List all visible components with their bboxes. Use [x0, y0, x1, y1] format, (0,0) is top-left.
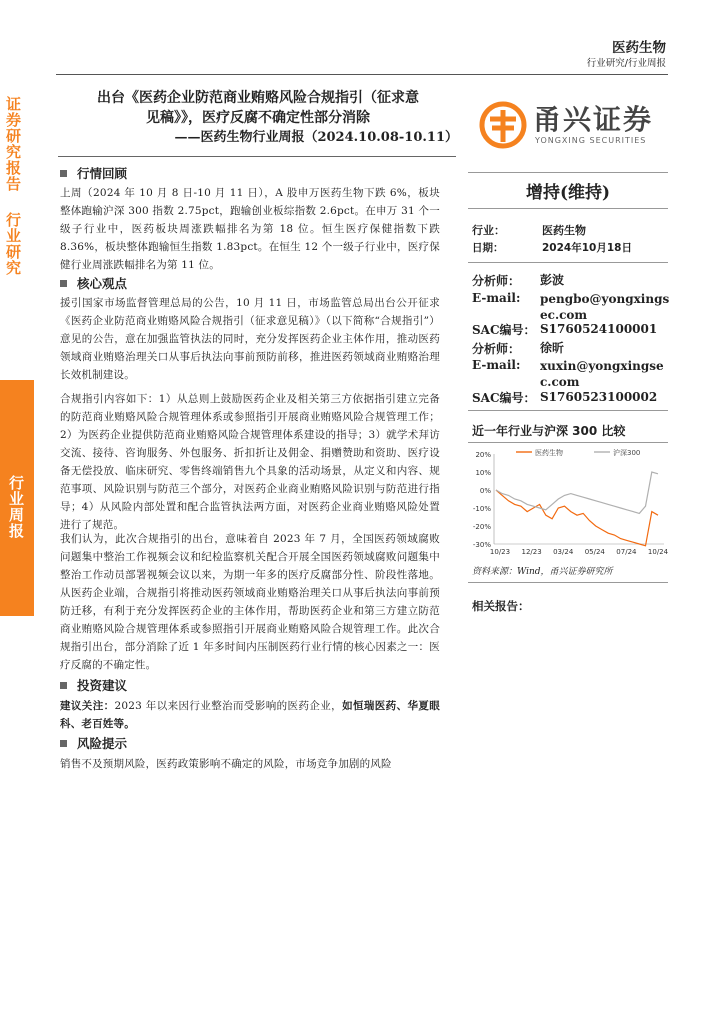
logo-name: 甬兴证券	[533, 103, 654, 136]
info-industry-label: 行业：	[472, 224, 505, 237]
paragraph-risk: 销售不及预期风险，医药政策影响不确定的风险，市场竞争加剧的风险	[60, 758, 392, 770]
x-tick-label: 12/23	[521, 548, 542, 556]
section-heading-risk	[60, 734, 127, 752]
section-heading-text: 核心观点	[77, 276, 128, 291]
analyst-sac: S1760523100002	[540, 390, 658, 404]
x-tick-label: 03/24	[553, 548, 574, 556]
logo-mark-icon	[478, 100, 528, 150]
related-reports: 相关报告：	[472, 599, 530, 613]
y-tick-label: -10%	[472, 505, 491, 513]
analyst-2-sac	[472, 389, 670, 406]
invest-body: 2023 年以来因行业整治而受影响的医药企业，	[114, 700, 343, 712]
sidebar-top	[0, 90, 34, 390]
section-heading-text: 投资建议	[77, 678, 128, 693]
analyst-name: 彭波	[540, 273, 565, 287]
info-industry-value: 医药生物	[542, 224, 586, 237]
info-industry	[472, 222, 586, 238]
sac-label: SAC编号：	[472, 391, 536, 405]
invest-bold: 如恒瑞医药、华夏眼科、老百姓等。	[60, 700, 440, 730]
bullet-square-icon	[60, 170, 67, 177]
comparison-chart	[468, 446, 668, 562]
series-line-industry	[496, 490, 658, 546]
sidebar-tab	[0, 380, 34, 616]
series-line-index	[496, 472, 658, 513]
rating-rule-bottom	[468, 208, 668, 209]
rating: 增持(维持)	[525, 183, 611, 203]
info-date-value: 2024年10月18日	[542, 242, 632, 254]
paragraph-market: 上周（2024 年 10 月 8 日-10 月 11 日），A 股申万医药生物下跌 6%，板块整体跑输沪深 300 指数 2.75pct，跑输创业板综指数 2.6pct。在申万 31 个一级子行业中，医药板块周涨跌幅排名为第 18 位。恒生医疗保健指数下跌 8.36%，板块整体跑输恒生指数 1.83pct。在恒生 12 个一级子行业中，医疗保健行业周涨跌幅排名为第 11 位。	[60, 187, 440, 271]
chart-title-rule	[468, 442, 668, 443]
title-line-3: ——医药生物行业周报（2024.10.08-10.11）	[174, 130, 458, 145]
header-industry: 医药生物	[612, 40, 666, 56]
analyst-2-name	[472, 340, 670, 357]
company-logo	[478, 98, 668, 154]
analyst-sac: S1760524100001	[540, 322, 658, 336]
invest-prefix: 建议关注：	[60, 700, 115, 712]
title-rule	[58, 156, 456, 157]
section-heading-text: 行情回顾	[77, 166, 128, 181]
analyst-email[interactable]: pengbo@yongxingsec.com	[540, 292, 670, 322]
bullet-square-icon	[60, 280, 67, 287]
y-tick-label: 10%	[475, 469, 491, 477]
chart-source: 资料来源：Wind，甬兴证券研究所	[472, 567, 613, 577]
bullet-square-icon	[60, 740, 67, 747]
y-tick-label: -20%	[472, 523, 491, 531]
legend-label: 医药生物	[535, 449, 563, 457]
analyst-name: 徐昕	[540, 341, 565, 355]
y-tick-label: -30%	[472, 541, 491, 549]
logo-sub: YONGXING SECURITIES	[535, 136, 647, 145]
sac-label: SAC编号：	[472, 323, 536, 337]
paragraph-core-1: 援引国家市场监督管理总局的公告，10 月 11 日，市场监管总局出台公开征求《医药企业防范商业贿赂风险合规指引（征求意见稿）》（以下简称“合规指引”）意见的公告，意在加强监管执法的同时，充分发挥医药企业主体作用，推动医药领域商业贿赂治理关口从事后执法向事前预防前移，推进医药领域商业贿赂治理长效机制建设。	[60, 297, 440, 381]
analyst-1-name	[472, 272, 670, 289]
header-category: 行业研究/行业周报	[586, 58, 666, 69]
analyst-1-email	[472, 291, 670, 323]
chart-title: 近一年行业与沪深 300 比较	[472, 424, 626, 438]
email-label: E-mail:	[472, 291, 521, 305]
analyst-rule	[468, 410, 668, 411]
analyst-2-email	[472, 358, 670, 390]
x-tick-label: 05/24	[584, 548, 605, 556]
y-tick-label: 20%	[475, 451, 491, 459]
chart-bottom-rule	[468, 582, 668, 583]
analyst-label: 分析师：	[472, 274, 521, 288]
header-rule	[56, 74, 668, 75]
analyst-label: 分析师：	[472, 342, 521, 356]
sidebar-tab-label: 行业周报	[7, 475, 25, 539]
email-label: E-mail:	[472, 358, 521, 372]
x-tick-label: 10/24	[647, 548, 668, 556]
rating-rule-top	[468, 172, 668, 173]
title-line-2: 见稿》》，医疗反腐不确定性部分消除	[146, 110, 370, 126]
legend-label: 沪深300	[613, 449, 641, 457]
info-rule	[468, 262, 668, 263]
analyst-email[interactable]: xuxin@yongxingsec.com	[540, 359, 664, 389]
section-heading-text: 风险提示	[77, 736, 128, 751]
paragraph-core-3: 我们认为，此次合规指引的出台，意味着自 2023 年 7 月，全国医药领域腐败问题集中整治工作视频会议和纪检监察机关配合开展全国医药领域腐败问题集中整治工作动员部署视频会议以来，为期一年多的医疗反腐部分性、阶段性落地。从医药企业端，合规指引将推动医药领域商业贿赂治理关口从事后执法向事前预防迁移，有利于充分发挥医药企业的主体作用，帮助医药企业和第三方建立防范商业贿赂风险合规管理体系或参照指引开展商业贿赂风险合规管理工作。此次合规指引出台，部分消除了近 1 年多时间内压制医药行业行情的核心因素之一：医疗反腐的不确定性。	[60, 533, 440, 671]
section-heading-invest	[60, 676, 127, 694]
title-line-1: 出台《医药企业防范商业贿赂风险合规指引（征求意	[97, 90, 419, 106]
y-tick-label: 0%	[479, 487, 491, 495]
report-title	[58, 88, 458, 148]
sidebar-label: 证券研究报告	[4, 96, 22, 192]
x-tick-label: 07/24	[616, 548, 637, 556]
analyst-1-sac	[472, 321, 670, 338]
section-heading-core	[60, 274, 127, 292]
x-tick-label: 10/23	[489, 548, 511, 556]
sidebar-label-2: 行业研究	[4, 212, 22, 276]
info-date	[472, 240, 632, 255]
paragraph-invest	[60, 697, 440, 733]
paragraph-core-2: 合规指引内容如下：1）从总则上鼓励医药企业及相关第三方依据指引建立完备的防范商业贿赂风险合规管理体系或参照指引开展商业贿赂风险合规管理工作；2）为医药企业提供防范商业贿赂风险合规管理体系建设的指导；3）就学术拜访交流、接待、咨询服务、外包服务、折扣折让及佣金、捐赠赞助和资助、医疗设备无偿投放、临床研究、零售终端销售九个具象的活动场景，从定义和内容、规范事项、风险识别与防范三个部分，对医药企业商业贿赂风险识别与防范进行指导；4）从风险内部处置和配合监管执法两方面，对医药企业商业贿赂风险处置进行了规范。	[60, 393, 440, 531]
bullet-square-icon	[60, 682, 67, 689]
section-heading-market	[60, 164, 127, 182]
info-date-label: 日期：	[472, 242, 504, 254]
